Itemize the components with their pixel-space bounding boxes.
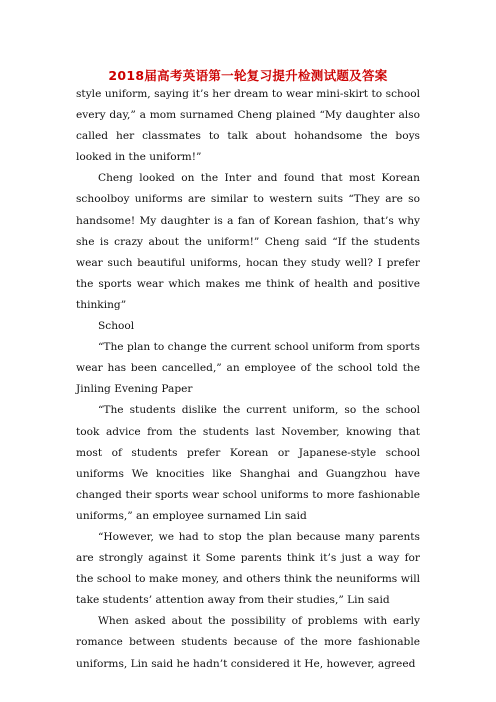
paragraph: Cheng looked on the Inter and found that most Korean schoolboy uniforms are similar to western suits “They are so handsome! My daughter is a fan of Korean fashion, that’s why she is crazy about the uniform!” Cheng said “If the students wear such beautiful uniforms, hocan they study well? I prefer the sports wear which makes me think of health and positive thinking” [76,172,420,311]
document-title: 2018届高考英语第一轮复习提升检测试题及答案 [108,68,388,83]
paragraph: style uniform, saying it’s her dream to wear mini-skirt to school every day,” a mom surnamed Cheng plained “My daughter also called her classmates to talk about hohandsome the boys looked in the uniform!” [76,88,420,164]
paragraph: When asked about the possibility of problems with early romance between students because of the more fashionable uniforms, Lin said he hadn’t considered it He, however, agreed [76,615,420,670]
document-body [76,84,420,675]
paragraph: “The students dislike the current uniform, so the school took advice from the students last November, knowing that most of students prefer Korean or Japanese-style school uniforms We knocities like Shanghai and Guangzhou have changed their sports wear school uniforms to more fashionable uniforms,” an employee surnamed Lin said [76,404,420,522]
paragraph: “The plan to change the current school uniform from sports wear has been cancelled,” an employee of the school told the Jinling Evening Paper [76,341,420,396]
paragraph: “However, we had to stop the plan because many parents are strongly against it Some parents think it’s just a way for the school to make money, and others think the neuniforms will take students’ attention away from their studies,” Lin said [76,530,420,607]
paragraph: School [98,320,135,333]
